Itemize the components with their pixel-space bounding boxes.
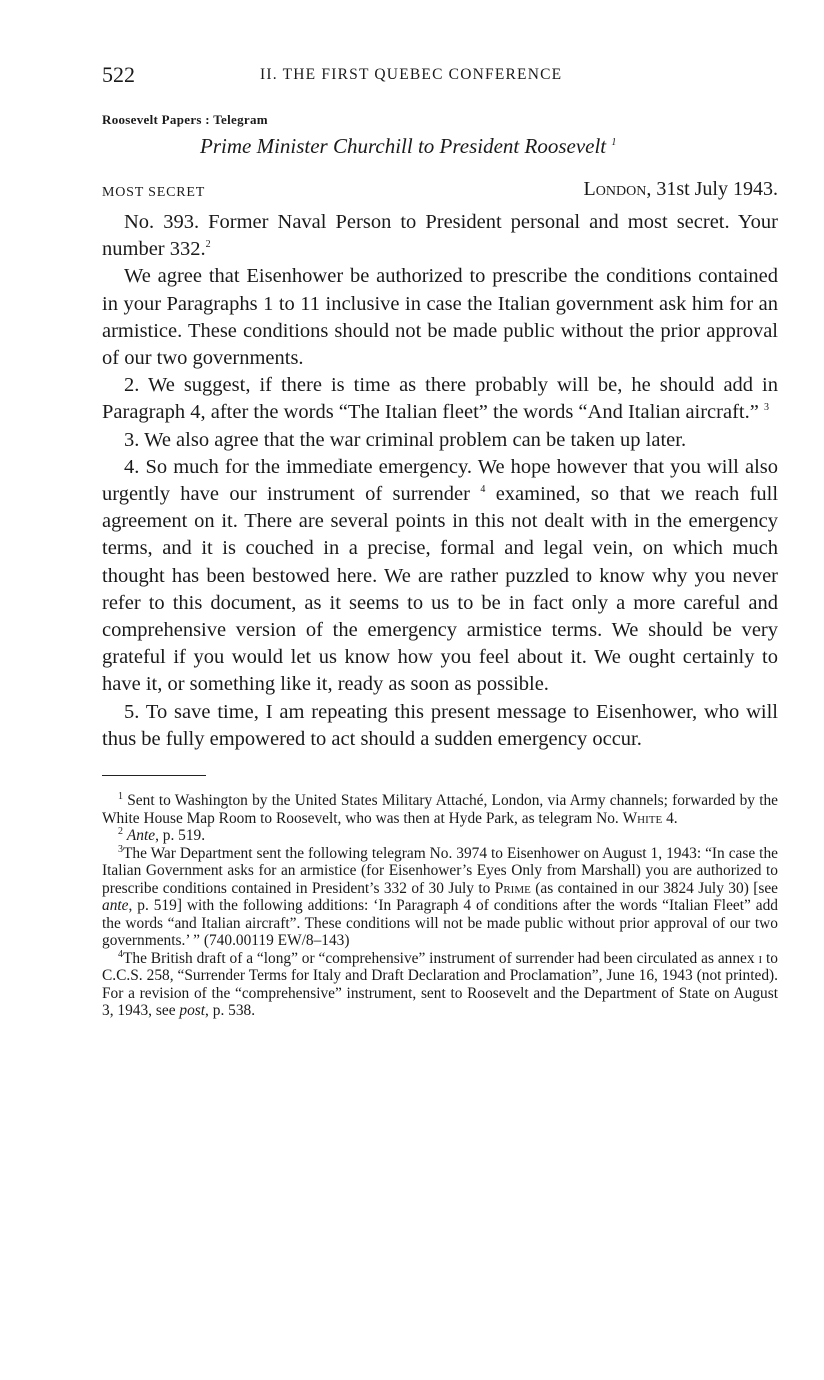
footnote-number: 2 (118, 825, 123, 837)
footnote-text: White (622, 809, 663, 827)
paragraph (102, 263, 778, 372)
footnote-ref: 4 (480, 484, 486, 496)
footnote-text: The War Department sent the following telegram No. 3974 to Eisenhower on August 1, 1943: “In case the Italian Government asks for an armistice (for Eisenhower’s Eyes Only from Marshall) you are authorized to prescribe conditions contained in President’s 332 of 30 July to (102, 844, 778, 897)
classification: MOST SECRET (102, 185, 206, 200)
paragraph (102, 209, 778, 263)
paragraph-text: examined, so that we reach full agreement on it. There are several points in this not dealt with in the emergency terms, and it is couched in a precise, formal and legal vein, on which much thought has been bestowed here. We are rather puzzled to know why you never refer to this document, as it seems to us to be in fact only a more careful and comprehensive version of the emergency armistice terms. We should be very grateful if you would let us know how you feel about it. We ought certainly to have it, or something like it, ready as soon as possible. (102, 483, 779, 696)
paragraph-text: No. 393. Former Naval Person to President personal and most secret. Your number 332. (102, 211, 778, 261)
message-body (102, 209, 778, 753)
footnote (102, 827, 778, 845)
footnote-text: Sent to Washington by the United States Military Attaché, London, via Army channels; forwarded by the White House Map Room to Roosevelt, who was then at Hyde Park, as telegram No. (102, 792, 779, 827)
footnote-text: (as contained in our 3824 July 30) [see (535, 879, 778, 897)
paragraph (102, 372, 778, 426)
footnote-text: ante (102, 897, 129, 915)
paragraph (102, 699, 778, 753)
footnote-text: , p. 519] with the following additions: ‘In Paragraph 4 of conditions after the words “Italian Fleet” add the words “and Italian aircraft”. These conditions will not be made public without prior approval of our two governments.’ ” (740.00119 EW/8–143) (102, 897, 778, 950)
dateline-date: , 31st July 1943. (646, 178, 778, 200)
dateline-place: London (583, 178, 647, 200)
page-header (102, 58, 778, 92)
footnote-text: The British draft of a “long” or “comprehensive” instrument of surrender had been circulated as annex (123, 949, 755, 967)
paragraph-text: We agree that Eisenhower be authorized to prescribe the conditions contained in your Paragraphs 1 to 11 inclusive in case the Italian government ask him for an armistice. These conditions should not be made public without the prior approval of our two governments. (102, 265, 778, 370)
footnote (102, 845, 778, 950)
footnote-text: , p. 538. (205, 1002, 256, 1020)
footnote-ref: 2 (205, 239, 211, 251)
paragraph (102, 427, 778, 454)
document-title (200, 134, 778, 159)
document-page (102, 58, 778, 1020)
paragraph-text: 5. To save time, I am repeating this present message to Eisenhower, who will thus be fully empowered to act should a sudden emergency occur. (102, 700, 778, 750)
footnote (102, 792, 778, 827)
footnote-text: i (758, 949, 763, 967)
footnote-text: Prime (494, 879, 531, 897)
footnotes (102, 792, 778, 1020)
footnote (102, 950, 778, 1020)
footnote-ref: 3 (763, 402, 769, 414)
running-head: II. THE FIRST QUEBEC CONFERENCE (260, 66, 563, 83)
footnote-text: to C.C.S. 258, “Surrender Terms for Italy and Draft Declaration and Proclamation”, June 16, 1943 (not printed). For a revision of the “comprehensive” instrument, sent to Roosevelt and the Department of State on August 3, 1943, see (102, 949, 778, 1020)
dateline (584, 178, 778, 201)
footnote-text: , p. 519. (155, 827, 206, 845)
footnote-number: 3 (118, 843, 123, 855)
paragraph (102, 454, 778, 699)
paragraph-text: 2. We suggest, if there is time as there probably will be, he should add in Paragraph 4, after the words “The Italian fleet” the words “And Italian aircraft.” (102, 374, 778, 424)
paragraph-text: 3. We also agree that the war criminal problem can be taken up later. (124, 428, 687, 451)
footnote-divider (102, 775, 206, 776)
meta-row (102, 175, 778, 205)
page-number: 522 (102, 62, 135, 87)
footnote-ref: 1 (611, 137, 617, 148)
footnote-number: 4 (118, 948, 123, 960)
paragraph-text: 4. So much for the immediate emergency. We hope however that you will also urgently have our instrument of surrender (102, 455, 778, 506)
footnote-text: 4. (666, 809, 678, 827)
footnote-number: 1 (118, 790, 123, 802)
title-text: Prime Minister Churchill to President Roosevelt (200, 134, 607, 158)
footnote-text: post (179, 1002, 206, 1020)
source-line: Roosevelt Papers : Telegram (102, 112, 268, 127)
footnote-text: Ante (126, 827, 156, 845)
